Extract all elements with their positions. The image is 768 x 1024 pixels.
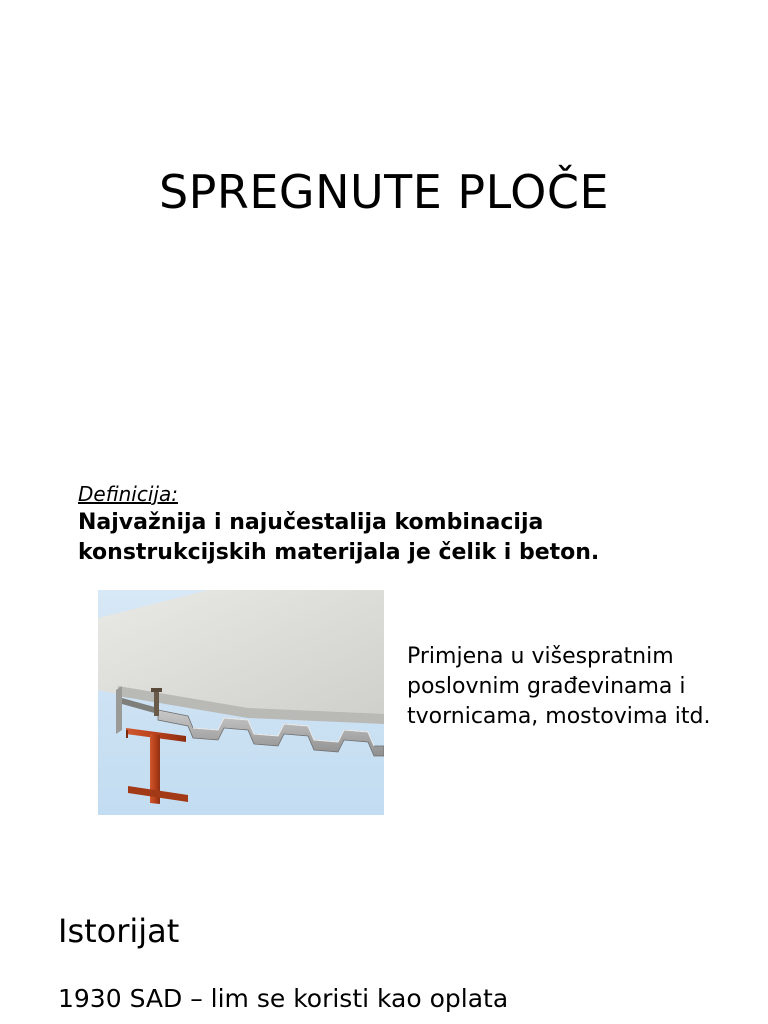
definition-line-2-prefix: konstrukcijskih materijala je [78,540,439,565]
definition-highlight: čelik i beton. [438,540,600,565]
definition-line-1: Najvažnija i najučestalija kombinacija [78,510,544,535]
usage-description [407,642,762,732]
history-heading: Istorijat [58,912,180,950]
usage-line: poslovnim građevinama i [407,674,686,699]
usage-line: Primjena u višespratnim [407,644,674,669]
definition-block [78,480,738,568]
definition-line-2 [78,538,738,568]
usage-line: tvornicama, mostovima itd. [407,704,711,729]
composite-slab-illustration [98,590,384,815]
slide-title: SPREGNUTE PLOČE [158,165,610,219]
definition-label: Definicija: [78,482,178,506]
history-item: 1930 SAD – lim se koristi kao oplata [58,984,509,1013]
